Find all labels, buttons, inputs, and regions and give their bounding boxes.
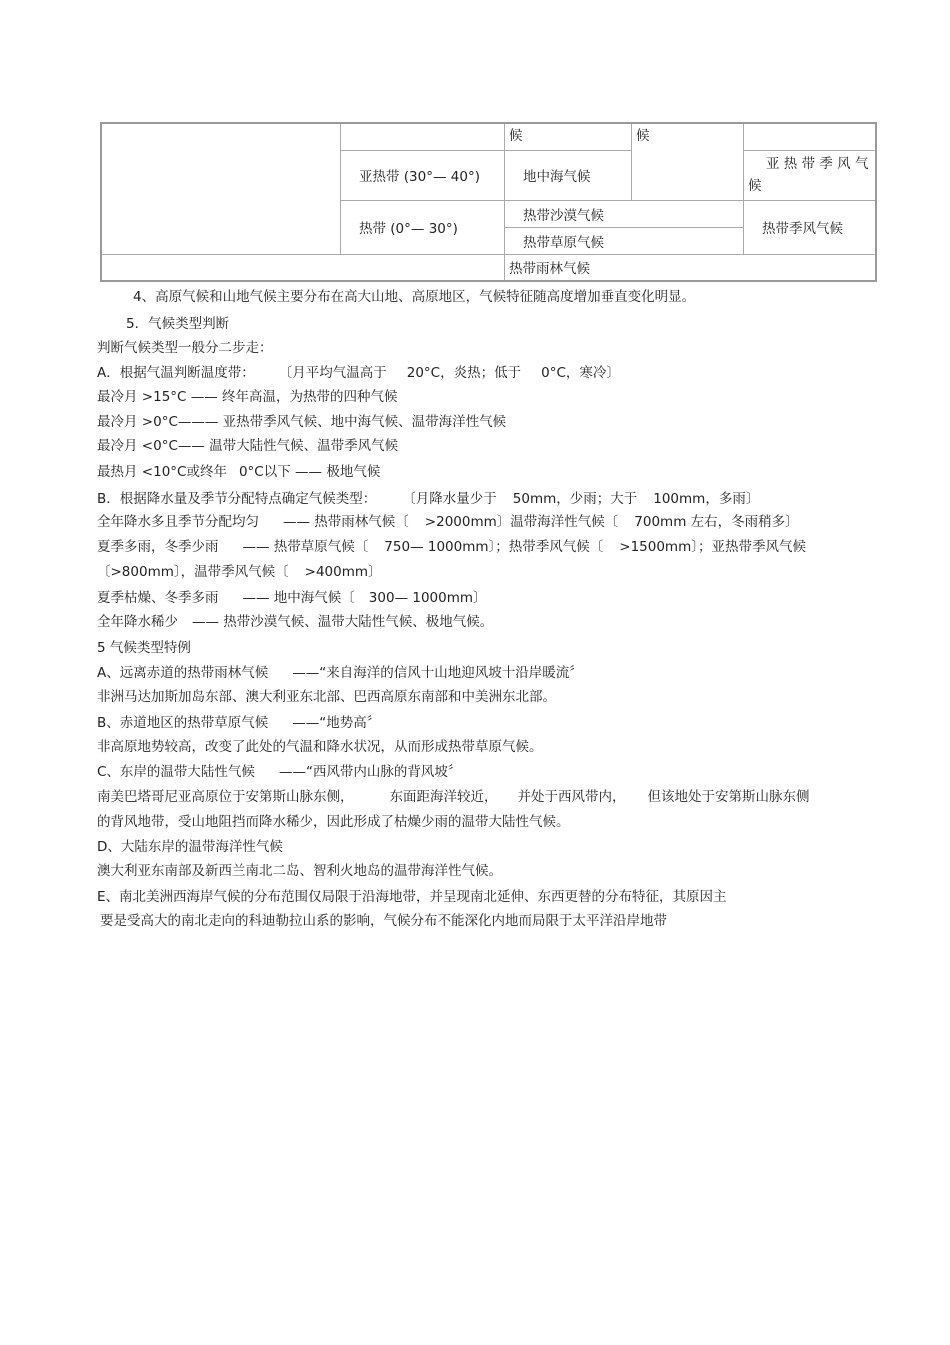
paragraph [97, 538, 877, 556]
paragraph [97, 788, 877, 806]
text-span: 50mm，少雨；大于 [512, 491, 638, 507]
paragraph [97, 714, 877, 732]
text-span: 南美巴塔哥尼亚高原位于安第斯山脉东侧， [97, 789, 354, 805]
table-cell: 候 [505, 123, 632, 150]
paragraph: 最冷月 >0°C——— 亚热带季风气候、地中海气候、温带海洋性气候 [97, 414, 507, 430]
temperature-belt-cell: 热带 (0°— 30°) [341, 200, 505, 254]
text-span: 700mm 左右，冬雨稍多〕 [634, 514, 799, 530]
paragraph: 非洲马达加斯加岛东部、澳大利亚东北部、巴西高原东南部和中美洲东北部。 [97, 689, 556, 705]
text-span: 并处于西风带内， [517, 789, 626, 805]
text-span: 全年降水多且季节分配均匀 [97, 514, 259, 530]
text-span: 夏季枯燥、冬季多雨 [97, 590, 219, 606]
text-span: 0°C以下 —— 极地气候 [238, 464, 381, 480]
text-span: B．根据降水量及季节分配特点确定气候类型： [97, 491, 377, 507]
text-span: 但该地处于安第斯山脉东侧 [647, 789, 810, 805]
paragraph [97, 463, 877, 481]
text-span: 0°C，寒冷〕 [541, 365, 620, 381]
paragraph: 澳大利亚东南部及新西兰南北二岛、智利火地岛的温带海洋性气候。 [97, 863, 502, 879]
text-span: —— 地中海气候〔 [242, 590, 355, 606]
paragraph [97, 763, 877, 781]
text-span: ——“来自海洋的信风十山地迎风坡十沿岸暖流〞 [292, 665, 583, 681]
text-span: A．根据气温判断温度带： [97, 365, 255, 381]
text-span: —— 热带草原气候〔 [242, 539, 369, 555]
paragraph [97, 364, 877, 382]
climate-cell: 热带沙漠气候 [505, 200, 744, 227]
paragraph: 的背风地带，受山地阻挡而降水稀少，因此形成了枯燥少雨的温带大陆性气候。 [97, 814, 570, 830]
text-span: B、赤道地区的热带草原气候 [97, 715, 269, 731]
text-span: C、东岸的温带大陆性气候 [97, 764, 255, 780]
text-span: 全年降水稀少 [97, 614, 178, 630]
paragraph [97, 589, 877, 607]
text-span: 最热月 <10°C或终年 [97, 464, 227, 480]
empty-cell [101, 254, 505, 281]
climate-cell-line: 亚 热 带 季 风 气 [766, 156, 869, 172]
text-span: >1500mm〕；亚热带季风气候 [619, 539, 806, 555]
empty-cell [341, 123, 505, 150]
paragraph: 4、高原气候和山地气候主要分布在高大山地、高原地区，气候特征随高度增加垂直变化明显。 [133, 289, 696, 305]
section-heading: 5．气候类型判断 [126, 316, 230, 332]
paragraph: 最冷月 >15°C —— 终年高温，为热带的四种气候 [97, 389, 398, 405]
empty-cell [744, 123, 877, 150]
text-span: 750— 1000mm〕；热带季风气候〔 [384, 539, 604, 555]
section-heading: 5 气候类型特例 [97, 640, 191, 656]
climate-cell: 热带季风气候 [744, 200, 877, 254]
paragraph [97, 490, 877, 508]
text-span: A、远离赤道的热带雨林气候 [97, 665, 269, 681]
text-span: 300— 1000mm〕 [368, 590, 487, 606]
paragraph: 要是受高大的南北走向的科迪勒拉山系的影响，气候分布不能深化内地而局限于太平洋沿岸地带 [100, 913, 667, 929]
paragraph: 非高原地势较高，改变了此处的气温和降水状况，从而形成热带草原气候。 [97, 739, 543, 755]
climate-cell: 热带雨林气候 [505, 254, 877, 281]
text-span: 20°C，炎热；低于 [406, 365, 522, 381]
paragraph: 判断气候类型一般分二步走： [97, 340, 273, 356]
text-span: 夏季多雨，冬季少雨 [97, 539, 219, 555]
text-span: 〔月降水量少于 [402, 491, 497, 507]
paragraph: E、南北美洲西海岸气候的分布范围仅局限于沿海地带，并呈现南北延伸、东西更替的分布特征，其原因主 [97, 889, 727, 905]
paragraph: 最冷月 <0°C—— 温带大陆性气候、温带季风气候 [97, 438, 399, 454]
climate-table [100, 122, 877, 282]
text-span: ——“地势高〞 [292, 715, 381, 731]
temperature-belt-cell: 亚热带 (30°— 40°) [341, 150, 505, 200]
empty-cell [101, 123, 341, 254]
climate-cell: 地中海气候 [505, 150, 632, 200]
text-span: 〔>800mm〕，温带季风气候〔 [97, 564, 289, 580]
table-cell: 候 [632, 123, 744, 200]
text-span: >2000mm〕温带海洋性气候〔 [424, 514, 619, 530]
paragraph [97, 513, 877, 531]
text-span: 东面距海洋较近， [389, 789, 498, 805]
text-span: —— 热带雨林气候〔 [283, 514, 409, 530]
climate-cell [744, 150, 877, 200]
paragraph: D、大陆东岸的温带海洋性气候 [97, 839, 283, 855]
paragraph [97, 664, 877, 682]
paragraph [97, 563, 877, 581]
climate-cell: 热带草原气候 [505, 227, 744, 254]
text-span: 100mm，多雨〕 [653, 491, 760, 507]
text-span: ——“西风带内山脉的背风坡〞 [278, 764, 462, 780]
text-span: —— 热带沙漠气候、温带大陆性气候、极地气候。 [192, 614, 494, 630]
text-span: >400mm〕 [304, 564, 382, 580]
text-span: 〔月平均气温高于 [278, 365, 387, 381]
climate-cell-line: 候 [748, 178, 762, 194]
paragraph [97, 613, 877, 631]
